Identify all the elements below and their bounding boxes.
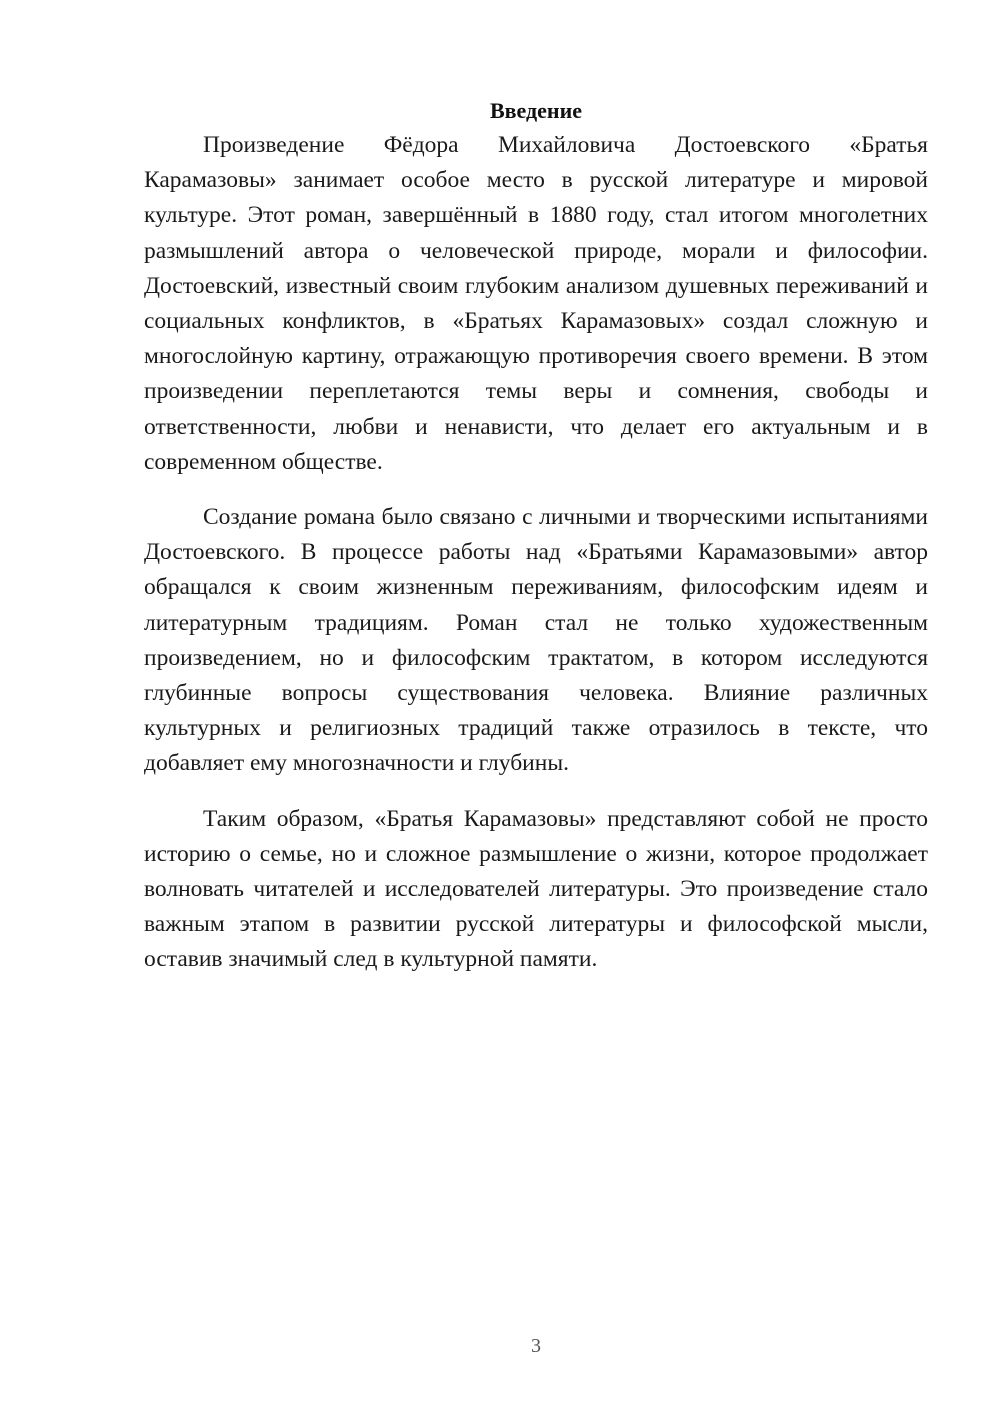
page-content [144,96,928,998]
paragraph-1: Произведение Фёдора Михайловича Достоевского «Братья Карамазовы» занимает особое место в русской литературе и мировой культуре. Этот роман, завершённый в 1880 году, стал итогом многолетних размышлений автора о человеческой природе, морали и философии. Достоевский, известный своим глубоким анализом душевных переживаний и социальных конфликтов, в «Братьях Карамазовых» создал сложную и многослойную картину, отражающую противоречия своего времени. В этом произведении переплетаются темы веры и сомнения, свободы и ответственности, любви и ненависти, что делает его актуальным и в современном обществе. [144,132,928,475]
page-number: 3 [531,1335,541,1357]
paragraph-3: Таким образом, «Братья Карамазовы» представляют собой не просто историю о семье, но и сложное размышление о жизни, которое продолжает волновать читателей и исследователей литературы. Это произведение стало важным этапом в развитии русской литературы и философской мысли, оставив значимый след в культурной памяти. [144,805,928,973]
paragraph-2: Создание романа было связано с личными и творческими испытаниями Достоевского. В процессе работы над «Братьями Карамазовыми» автор обращался к своим жизненным переживаниям, философским идеям и литературным традициям. Роман стал не только художественным произведением, но и философским трактатом, в котором исследуются глубинные вопросы существования человека. Влияние различных культурных и религиозных традиций также отразилось в тексте, что добавляет ему многозначности и глубины. [144,504,928,777]
section-heading: Введение [489,98,583,123]
